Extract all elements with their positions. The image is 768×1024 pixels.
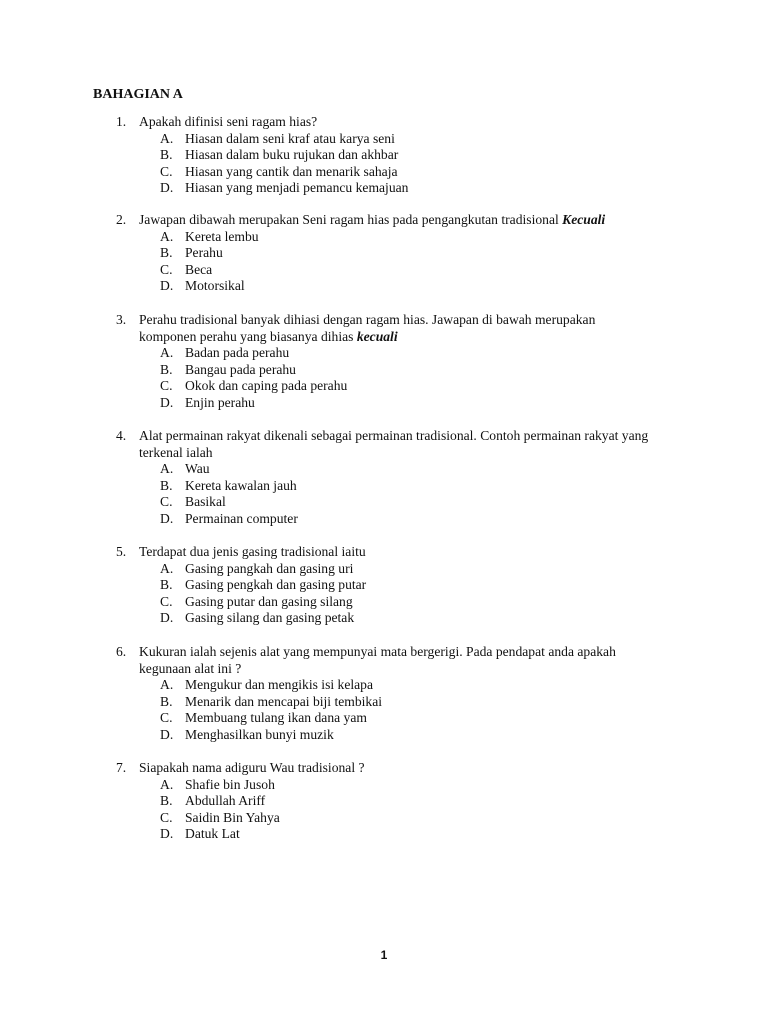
option-letter: B. (160, 245, 173, 260)
option-letter: A. (160, 345, 174, 360)
option-text: Kereta kawalan jauh (185, 477, 297, 493)
question-text (139, 544, 659, 561)
option-text: Wau (185, 461, 210, 476)
option-d (0, 826, 768, 843)
page-number: 1 (380, 948, 388, 962)
option-text: Saidin Bin Yahya (185, 809, 280, 825)
option-letter: A. (160, 776, 174, 792)
option-letter: D. (160, 826, 174, 841)
option-text: Mengukur dan mengikis isi kelapa (185, 677, 374, 692)
option-d (0, 727, 768, 744)
option-text: Hiasan dalam buku rujukan dan akhbar (185, 147, 399, 162)
question-line: Alat permainan rakyat dikenali sebagai permainan tradisional. Contoh permainan rakyat yang (139, 428, 649, 443)
option-text: Beca (185, 261, 213, 277)
option-letter: D. (160, 394, 174, 410)
option-text: Datuk Lat (185, 826, 240, 841)
option-c (0, 594, 768, 611)
question-line: Kukuran ialah sejenis alat yang mempunyai mata bergerigi. Pada pendapat anda apakah (139, 644, 616, 659)
option-d (0, 180, 768, 197)
option-letter: B. (160, 477, 173, 493)
option-c (0, 262, 768, 279)
option-letter: D. (160, 726, 174, 742)
option-d (0, 610, 768, 627)
question-number: 6. (116, 644, 127, 659)
option-text: Abdullah Ariff (185, 793, 266, 808)
option-text: Gasing pengkah dan gasing putar (185, 577, 367, 592)
option-c (0, 810, 768, 827)
option-letter: B. (160, 147, 173, 162)
question-text (139, 428, 659, 461)
option-a (0, 131, 768, 148)
option-letter: B. (160, 693, 173, 709)
option-letter: C. (160, 494, 173, 509)
option-text: Bangau pada perahu (185, 361, 296, 377)
option-letter: D. (160, 510, 174, 526)
question-text (139, 212, 659, 229)
option-text: Permainan computer (185, 510, 298, 526)
option-letter: A. (160, 130, 174, 146)
option-letter: D. (160, 278, 174, 293)
question-number: 7. (116, 760, 127, 775)
question-line: komponen perahu yang biasanya dihias (139, 328, 357, 344)
option-b (0, 478, 768, 495)
option-text: Motorsikal (185, 278, 245, 293)
option-letter: C. (160, 378, 173, 393)
option-text: Gasing silang dan gasing petak (185, 610, 355, 625)
option-letter: C. (160, 809, 173, 825)
question-number: 5. (116, 544, 127, 559)
question-text (139, 644, 659, 677)
option-b (0, 245, 768, 262)
option-letter: C. (160, 261, 173, 277)
question-text (139, 114, 659, 131)
option-b (0, 694, 768, 711)
option-letter: C. (160, 710, 173, 725)
option-b (0, 793, 768, 810)
option-c (0, 378, 768, 395)
option-text: Menarik dan mencapai biji tembikai (185, 693, 383, 709)
option-d (0, 278, 768, 295)
option-a (0, 677, 768, 694)
option-d (0, 395, 768, 412)
option-a (0, 561, 768, 578)
option-letter: C. (160, 163, 173, 179)
option-text: Okok dan caping pada perahu (185, 378, 348, 393)
option-a (0, 777, 768, 794)
option-c (0, 494, 768, 511)
option-text: Menghasilkan bunyi muzik (185, 726, 334, 742)
question-number: 2. (116, 212, 127, 227)
option-text: Badan pada perahu (185, 345, 290, 360)
section-title: BAHAGIAN A (93, 87, 183, 102)
option-letter: B. (160, 793, 173, 808)
option-b (0, 577, 768, 594)
option-text: Kereta lembu (185, 228, 259, 244)
option-letter: B. (160, 577, 173, 592)
question-text (139, 312, 659, 345)
question-line: Perahu tradisional banyak dihiasi dengan ragam hias. Jawapan di bawah merupakan (139, 312, 596, 327)
question-number: 3. (116, 312, 127, 327)
option-letter: C. (160, 593, 173, 609)
option-letter: D. (160, 610, 174, 625)
option-letter: A. (160, 677, 174, 692)
option-text: Perahu (185, 245, 223, 260)
question-line: Terdapat dua jenis gasing tradisional iaitu (139, 544, 366, 559)
option-text: Gasing pangkah dan gasing uri (185, 560, 354, 576)
option-b (0, 362, 768, 379)
option-letter: A. (160, 560, 174, 576)
question-line: Jawapan dibawah merupakan Seni ragam hias pada pengangkutan tradisional (139, 212, 563, 227)
question-line: kegunaan alat ini ? (139, 660, 242, 676)
question-line: Siapakah nama adiguru Wau tradisional ? (139, 760, 365, 775)
option-c (0, 710, 768, 727)
option-letter: A. (160, 461, 174, 476)
option-text: Basikal (185, 494, 226, 509)
option-c (0, 164, 768, 181)
question-number: 1. (116, 114, 127, 129)
option-letter: D. (160, 180, 174, 195)
option-letter: B. (160, 361, 173, 377)
question-line: terkenal ialah (139, 444, 213, 460)
question-line: Apakah difinisi seni ragam hias? (139, 114, 318, 129)
option-a (0, 229, 768, 246)
option-text: Membuang tulang ikan dana yam (185, 710, 367, 725)
option-b (0, 147, 768, 164)
option-a (0, 461, 768, 478)
option-letter: A. (160, 228, 174, 244)
option-text: Gasing putar dan gasing silang (185, 593, 353, 609)
question-text (139, 760, 659, 777)
question-emphasis: Kecuali (562, 212, 606, 227)
option-text: Hiasan dalam seni kraf atau karya seni (185, 130, 395, 146)
question-emphasis: kecuali (356, 328, 398, 344)
option-text: Enjin perahu (185, 394, 255, 410)
option-a (0, 345, 768, 362)
option-text: Hiasan yang cantik dan menarik sahaja (185, 163, 398, 179)
option-text: Hiasan yang menjadi pemancu kemajuan (185, 180, 409, 195)
option-d (0, 511, 768, 528)
question-number: 4. (116, 428, 127, 443)
option-text: Shafie bin Jusoh (185, 776, 275, 792)
